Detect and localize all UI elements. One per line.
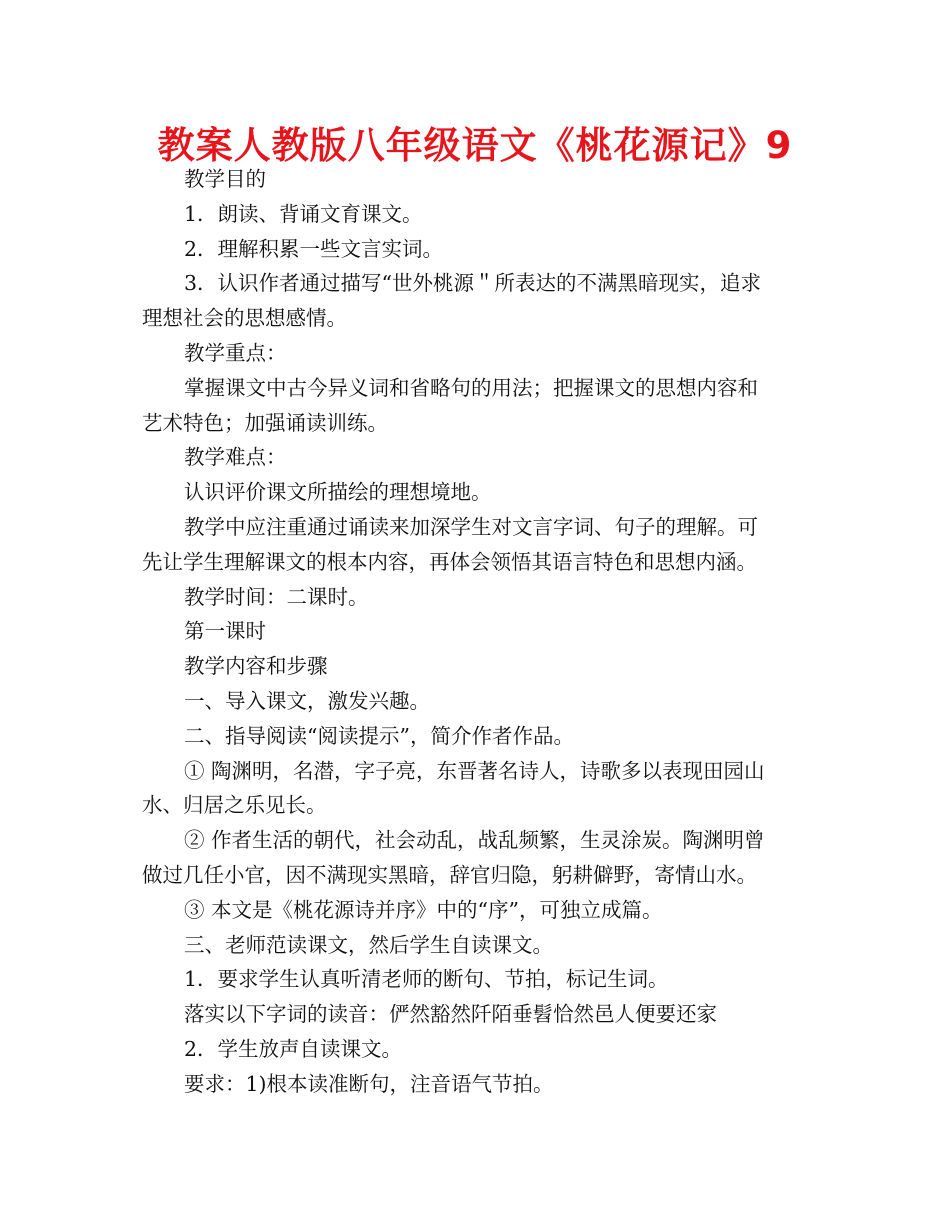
paragraph-line: ① 陶渊明，名潜，字子亮，东晋著名诗人，诗歌多以表现田园山 — [184, 758, 765, 783]
paragraph-line: 三、老师范读课文，然后学生自读课文。 — [184, 932, 553, 957]
paragraph-line: 理想社会的思想感情。 — [142, 306, 347, 331]
paragraph-line: 掌握课文中古今异义词和省略句的用法；把握课文的思想内容和 — [184, 375, 758, 400]
paragraph-line: 教学中应注重通过诵读来加深学生对文言字词、句子的理解。可 — [184, 514, 758, 539]
paragraph-line: 教学内容和步骤 — [184, 654, 328, 679]
paragraph-line: 教学难点： — [184, 445, 287, 470]
paragraph-line: 一、导入课文，激发兴趣。 — [184, 688, 430, 713]
paragraph-line: 艺术特色；加强诵读训练。 — [142, 410, 388, 435]
paragraph-line: 1．朗读、背诵文育课文。 — [184, 201, 423, 226]
paragraph-line: ② 作者生活的朝代，社会动乱，战乱频繁，生灵涂炭。陶渊明曾 — [184, 828, 765, 853]
paragraph-line: 教学时间：二课时。 — [184, 584, 369, 609]
paragraph-line: 认识评价课文所描绘的理想境地。 — [184, 480, 492, 505]
paragraph-line: 教学目的 — [184, 167, 266, 191]
paragraph-line: 要求：1)根本读准断句，注音语气节拍。 — [184, 1071, 554, 1096]
paragraph-line: 落实以下字词的读音：俨然豁然阡陌垂髫恰然邑人便要还家 — [184, 1002, 717, 1027]
document-title: 教案人教版八年级语文《桃花源记》9 — [157, 124, 793, 167]
paragraph-line: 水、归居之乐见长。 — [142, 793, 327, 818]
paragraph-line: 3．认识作者通过描写“世外桃源＂所表达的不满黑暗现实，追求 — [184, 271, 762, 296]
document-body — [142, 162, 814, 1102]
paragraph-line: 先让学生理解课文的根本内容，再体会领悟其语言特色和思想内涵。 — [142, 549, 757, 574]
paragraph-line: 教学重点： — [184, 340, 287, 365]
paragraph-line: 1．要求学生认真听清老师的断句、节拍，标记生词。 — [184, 967, 669, 992]
paragraph-line: 第一课时 — [184, 619, 266, 644]
paragraph-line: 二、指导阅读“阅读提示”，简介作者作品。 — [184, 723, 574, 748]
paragraph-line: 2．理解积累一些文言实词。 — [184, 236, 444, 261]
paragraph-line: 2．学生放声自读课文。 — [184, 1036, 403, 1061]
paragraph-line: ③ 本文是《桃花源诗并序》中的“序”，可独立成篇。 — [184, 897, 663, 922]
paragraph-line: 做过几任小官，因不满现实黑暗，辞官归隐，躬耕僻野，寄情山水。 — [142, 862, 757, 887]
